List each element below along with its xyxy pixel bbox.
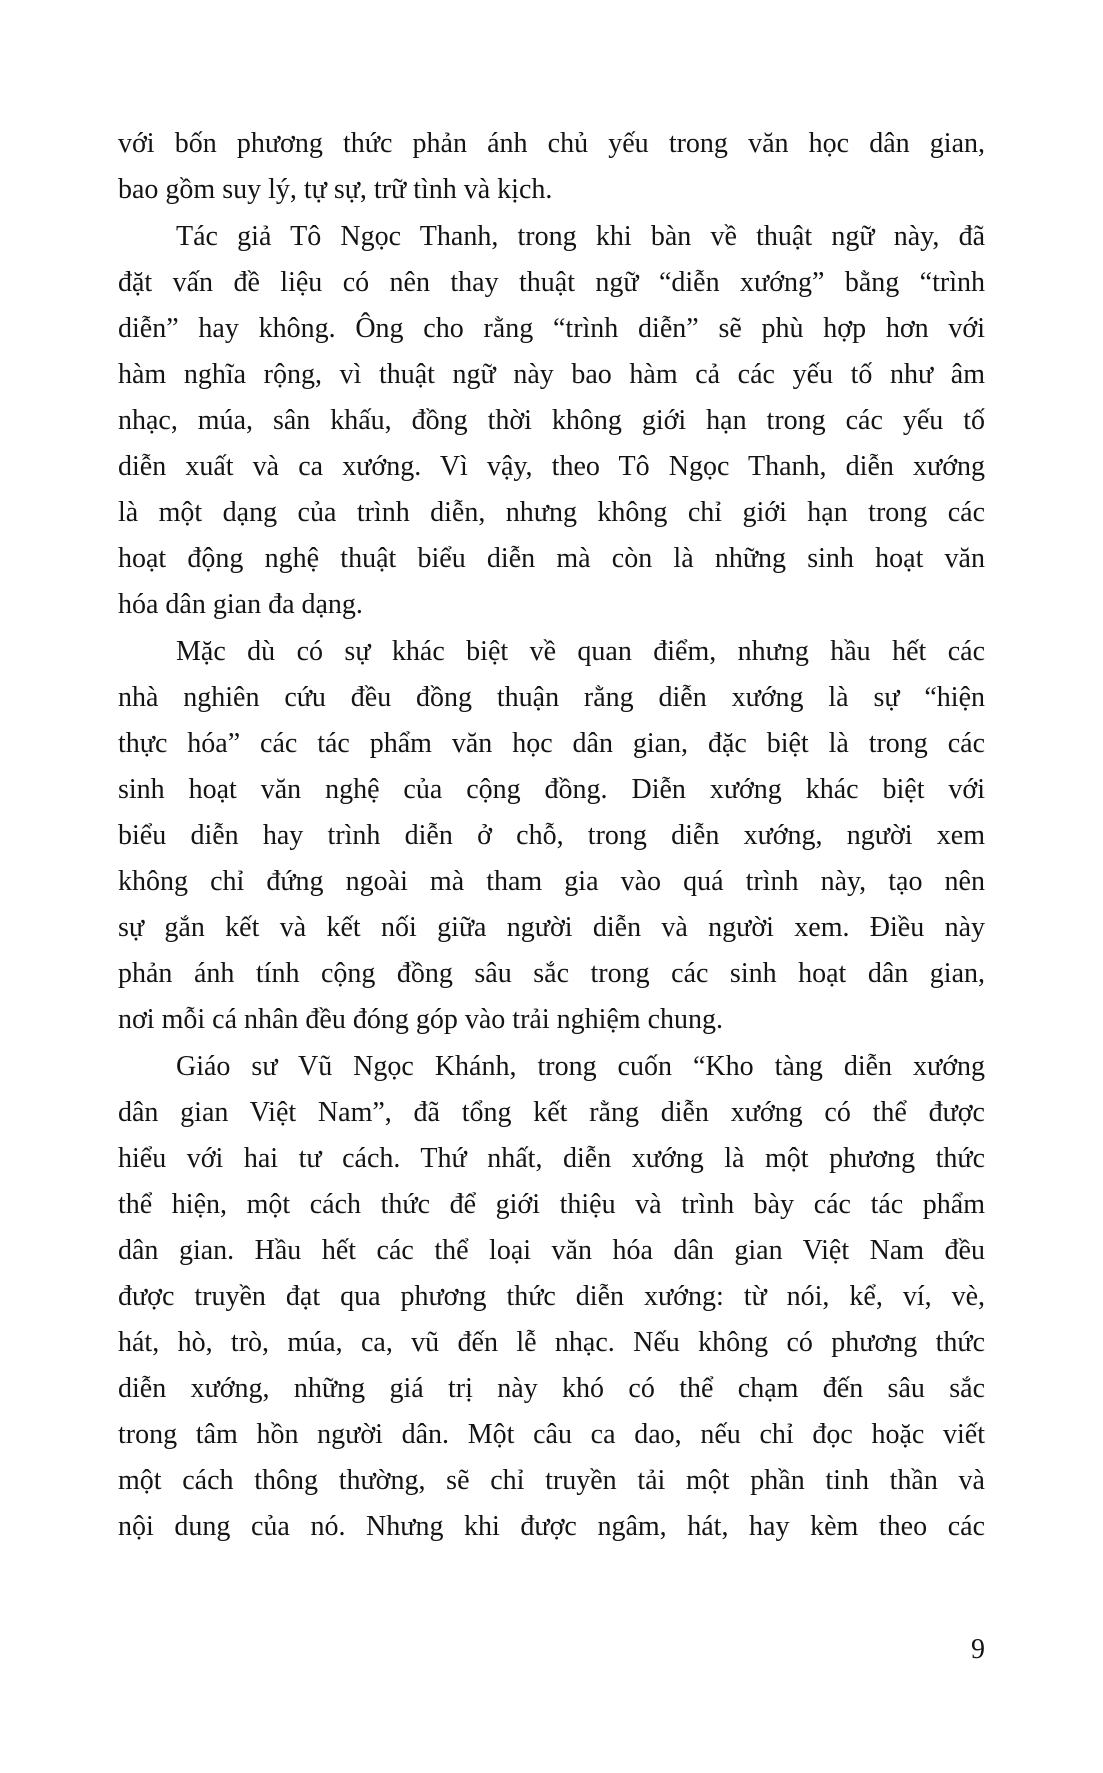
text-line: sự gắn kết và kết nối giữa người diễn và người xem. Điều này	[118, 912, 985, 943]
text-line: thực hóa” các tác phẩm văn học dân gian, đặc biệt là trong các	[118, 728, 985, 759]
text-line: diễn xuất và ca xướng. Vì vậy, theo Tô Ngọc Thanh, diễn xướng	[118, 451, 985, 482]
text-line: Mặc dù có sự khác biệt về quan điểm, nhưng hầu hết các	[176, 636, 985, 667]
text-line: hát, hò, trò, múa, ca, vũ đến lễ nhạc. Nếu không có phương thức	[118, 1327, 985, 1358]
text-line: phản ánh tính cộng đồng sâu sắc trong các sinh hoạt dân gian,	[118, 958, 985, 989]
text-line: nội dung của nó. Nhưng khi được ngâm, hát, hay kèm theo các	[118, 1511, 985, 1542]
text-line: hoạt động nghệ thuật biểu diễn mà còn là những sinh hoạt văn	[118, 543, 985, 574]
text-line: thể hiện, một cách thức để giới thiệu và trình bày các tác phẩm	[118, 1189, 985, 1220]
text-line: hiểu với hai tư cách. Thứ nhất, diễn xướng là một phương thức	[118, 1143, 985, 1174]
text-line: được truyền đạt qua phương thức diễn xướng: từ nói, kể, ví, vè,	[118, 1281, 985, 1312]
paragraph-3	[118, 629, 985, 1043]
body-text	[118, 121, 985, 1551]
text-line: dân gian Việt Nam”, đã tổng kết rằng diễn xướng có thể được	[118, 1097, 985, 1128]
text-line: hóa dân gian đa dạng.	[118, 589, 363, 620]
text-line: diễn” hay không. Ông cho rằng “trình diễn” sẽ phù hợp hơn với	[118, 313, 985, 344]
text-line: biểu diễn hay trình diễn ở chỗ, trong diễn xướng, người xem	[118, 820, 985, 851]
text-line: sinh hoạt văn nghệ của cộng đồng. Diễn xướng khác biệt với	[118, 774, 985, 805]
text-line: nhạc, múa, sân khấu, đồng thời không giới hạn trong các yếu tố	[118, 405, 985, 436]
text-line: một cách thông thường, sẽ chỉ truyền tải một phần tinh thần và	[118, 1465, 985, 1496]
paragraph-2	[118, 214, 985, 628]
text-line: đặt vấn đề liệu có nên thay thuật ngữ “diễn xướng” bằng “trình	[118, 267, 985, 298]
text-line: Tác giả Tô Ngọc Thanh, trong khi bàn về thuật ngữ này, đã	[176, 221, 985, 252]
text-line: với bốn phương thức phản ánh chủ yếu trong văn học dân gian,	[118, 128, 985, 159]
text-line: nhà nghiên cứu đều đồng thuận rằng diễn xướng là sự “hiện	[118, 682, 985, 713]
text-line: không chỉ đứng ngoài mà tham gia vào quá trình này, tạo nên	[118, 866, 985, 897]
text-line: dân gian. Hầu hết các thể loại văn hóa dân gian Việt Nam đều	[118, 1235, 985, 1266]
paragraph-4	[118, 1044, 985, 1550]
text-line: bao gồm suy lý, tự sự, trữ tình và kịch.	[118, 174, 553, 205]
text-line: nơi mỗi cá nhân đều đóng góp vào trải nghiệm chung.	[118, 1004, 724, 1035]
text-line: trong tâm hồn người dân. Một câu ca dao, nếu chỉ đọc hoặc viết	[118, 1419, 985, 1450]
text-line: hàm nghĩa rộng, vì thuật ngữ này bao hàm cả các yếu tố như âm	[118, 359, 985, 390]
page-number: 9	[971, 1634, 985, 1665]
paragraph-1	[118, 121, 985, 213]
text-line: diễn xướng, những giá trị này khó có thể chạm đến sâu sắc	[118, 1373, 985, 1404]
text-line: Giáo sư Vũ Ngọc Khánh, trong cuốn “Kho tàng diễn xướng	[176, 1051, 985, 1082]
text-line: là một dạng của trình diễn, nhưng không chỉ giới hạn trong các	[118, 497, 985, 528]
